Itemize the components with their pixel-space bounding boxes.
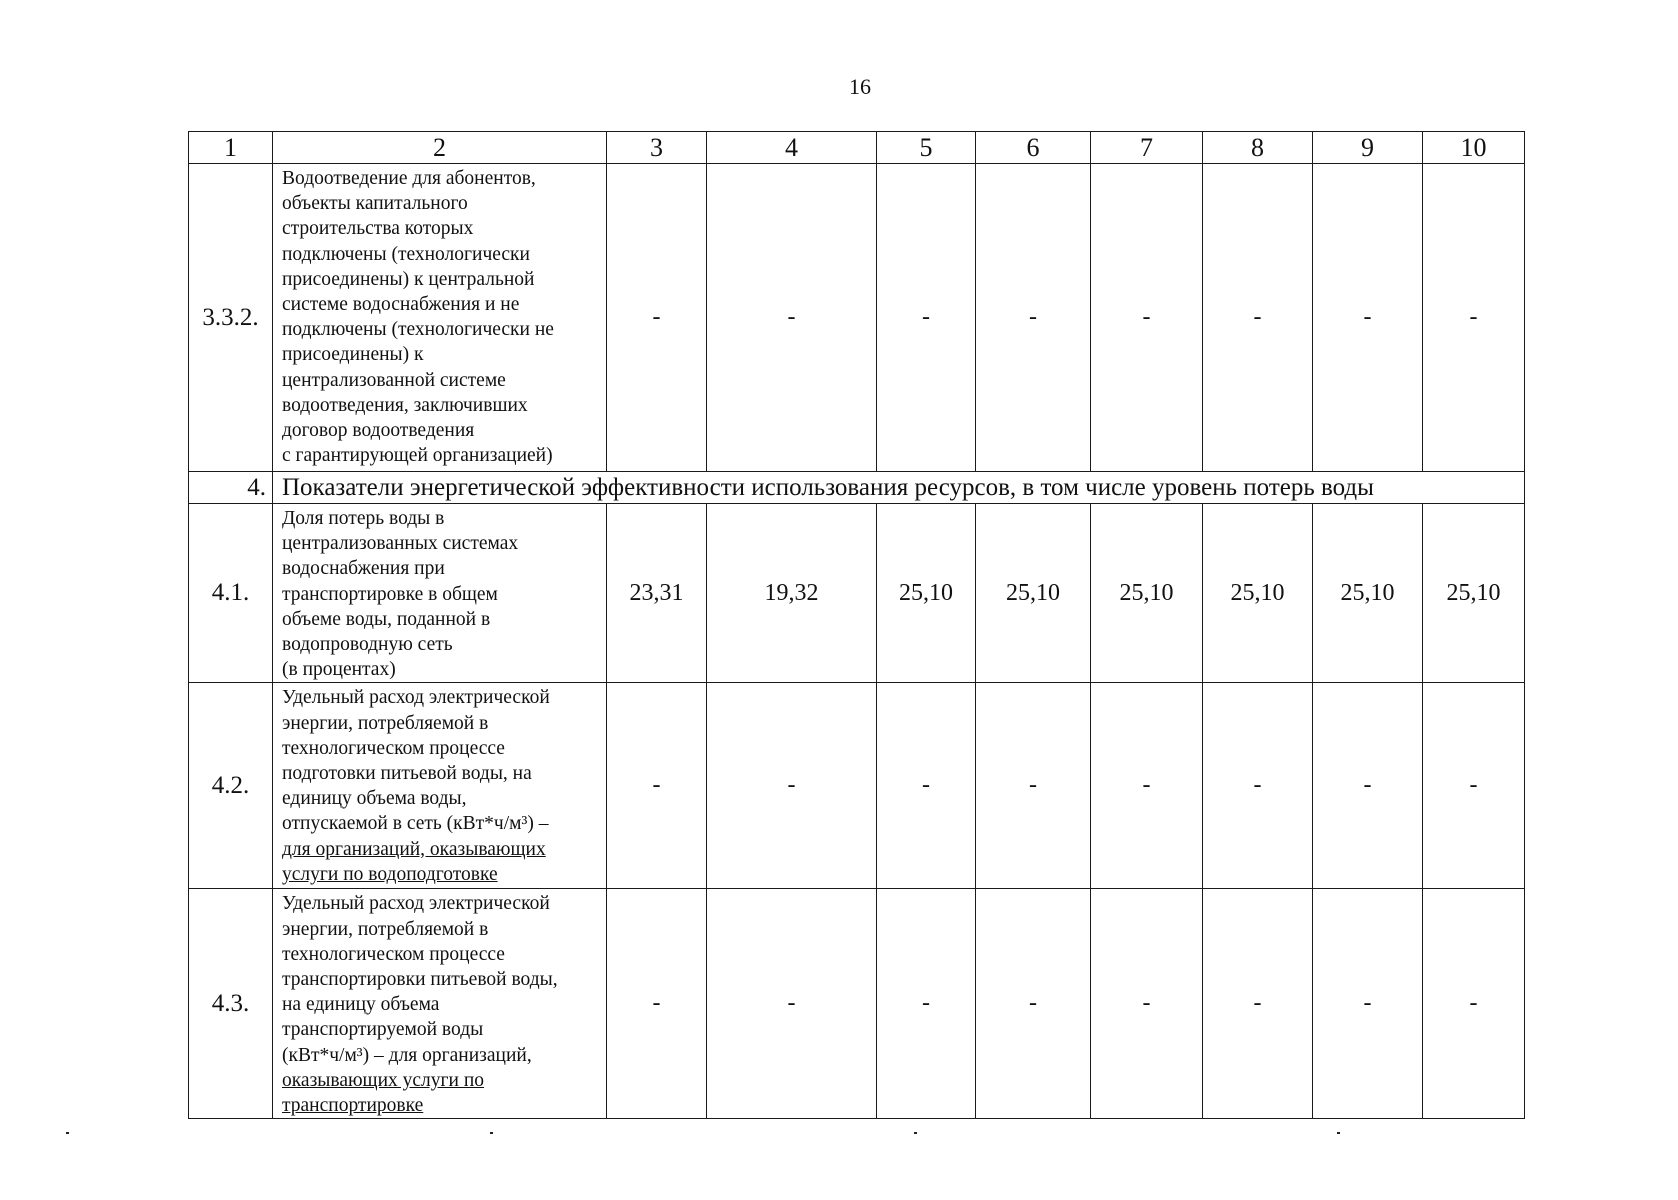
row-number: 4.2. (189, 683, 273, 889)
description-line: (в процентах) (282, 659, 396, 681)
description-line: водопроводную сеть (282, 634, 453, 656)
description-line: энергии, потребляемой в (282, 918, 489, 940)
description-line: транспортировке в общем (282, 583, 498, 605)
section-title: Показатели энергетической эффективности использования ресурсов, в том числе уровень потерь воды (273, 472, 1525, 504)
value-cell: - (976, 683, 1091, 889)
description-line: технологическом процессе (282, 943, 505, 965)
description-line: энергии, потребляемой в (282, 712, 489, 734)
column-header: 4 (707, 132, 877, 164)
value-cell: - (1423, 683, 1525, 889)
value-cell: - (976, 889, 1091, 1119)
description-line: централизованной системе (282, 369, 506, 391)
row-description (273, 889, 607, 1119)
description-line: на единицу объема (282, 994, 440, 1016)
value-cell: - (1091, 889, 1203, 1119)
row-description (273, 504, 607, 683)
description-line: строительства которых (282, 218, 474, 240)
row-number: 3.3.2. (189, 164, 273, 472)
value-cell: 25,10 (1091, 504, 1203, 683)
scan-mark (66, 1132, 69, 1134)
value-cell: - (877, 164, 976, 472)
value-cell: - (1203, 164, 1313, 472)
value-cell: 25,10 (1423, 504, 1525, 683)
value-cell: - (1423, 164, 1525, 472)
value-cell: - (1423, 889, 1525, 1119)
value-cell: - (607, 164, 707, 472)
section-number: 4. (189, 472, 273, 504)
value-cell: - (1203, 683, 1313, 889)
row-number: 4.3. (189, 889, 273, 1119)
footer-scan-marks (0, 1132, 1678, 1142)
page-number: 16 (849, 74, 871, 99)
table-row (189, 889, 1525, 1119)
value-cell: - (1313, 683, 1423, 889)
description-line: системе водоснабжения и не (282, 294, 520, 316)
description-line: для организаций, оказывающих (282, 838, 546, 860)
column-header: 6 (976, 132, 1091, 164)
column-header: 1 (189, 132, 273, 164)
row-number: 4.1. (189, 504, 273, 683)
column-header: 5 (877, 132, 976, 164)
description-line: присоединены) к (282, 344, 424, 366)
description-line: с гарантирующей организацией) (282, 445, 553, 467)
column-number-row (189, 132, 1525, 164)
table-row (189, 164, 1525, 472)
description-line: услуги по водоподготовке (282, 863, 498, 885)
description-line: технологическом процессе (282, 737, 505, 759)
description-line: отпускаемой в сеть (кВт*ч/м³) – (282, 813, 549, 835)
value-cell: - (1313, 889, 1423, 1119)
table-row (189, 504, 1525, 683)
column-header: 8 (1203, 132, 1313, 164)
column-header: 10 (1423, 132, 1525, 164)
value-cell: 25,10 (1203, 504, 1313, 683)
description-line: подключены (технологически (282, 243, 530, 265)
description-line: единицу объема воды, (282, 788, 467, 810)
description-line: объекты капитального (282, 193, 468, 215)
value-cell: 25,10 (877, 504, 976, 683)
value-cell: - (707, 889, 877, 1119)
scan-mark (914, 1132, 917, 1134)
value-cell: - (707, 683, 877, 889)
description-line: Удельный расход электрической (282, 893, 550, 915)
value-cell: - (976, 164, 1091, 472)
scan-mark (1337, 1132, 1340, 1134)
row-description (273, 683, 607, 889)
value-cell: 25,10 (976, 504, 1091, 683)
value-cell: - (707, 164, 877, 472)
description-line: транспортировки питьевой воды, (282, 969, 558, 991)
description-line: (кВт*ч/м³) – для организаций, (282, 1044, 532, 1066)
value-cell: - (607, 683, 707, 889)
column-header: 7 (1091, 132, 1203, 164)
description-line: водоснабжения при (282, 558, 445, 580)
description-line: присоединены) к центральной (282, 268, 535, 290)
description-line: подключены (технологически не (282, 319, 554, 341)
description-line: водоотведения, заключивших (282, 394, 528, 416)
value-cell: 25,10 (1313, 504, 1423, 683)
description-line: транспортируемой воды (282, 1019, 484, 1041)
description-line: оказывающих услуги по (282, 1069, 485, 1091)
indicators-table (188, 131, 1525, 1119)
section-row (189, 472, 1525, 504)
value-cell: - (1313, 164, 1423, 472)
value-cell: - (1091, 683, 1203, 889)
description-line: Водоотведение для абонентов, (282, 168, 536, 189)
description-line: договор водоотведения (282, 420, 475, 442)
value-cell: 23,31 (607, 504, 707, 683)
description-line: подготовки питьевой воды, на (282, 763, 532, 785)
description-line: объеме воды, поданной в (282, 608, 491, 630)
value-cell: 19,32 (707, 504, 877, 683)
column-header: 9 (1313, 132, 1423, 164)
value-cell: - (1203, 889, 1313, 1119)
value-cell: - (607, 889, 707, 1119)
column-header: 3 (607, 132, 707, 164)
table-row (189, 683, 1525, 889)
description-line: централизованных системах (282, 533, 519, 555)
value-cell: - (877, 683, 976, 889)
value-cell: - (1091, 164, 1203, 472)
row-description (273, 164, 607, 472)
description-line: Доля потерь воды в (282, 508, 445, 529)
description-line: транспортировке (282, 1095, 424, 1117)
value-cell: - (877, 889, 976, 1119)
column-header: 2 (273, 132, 607, 164)
description-line: Удельный расход электрической (282, 687, 550, 709)
scan-mark (490, 1132, 493, 1134)
